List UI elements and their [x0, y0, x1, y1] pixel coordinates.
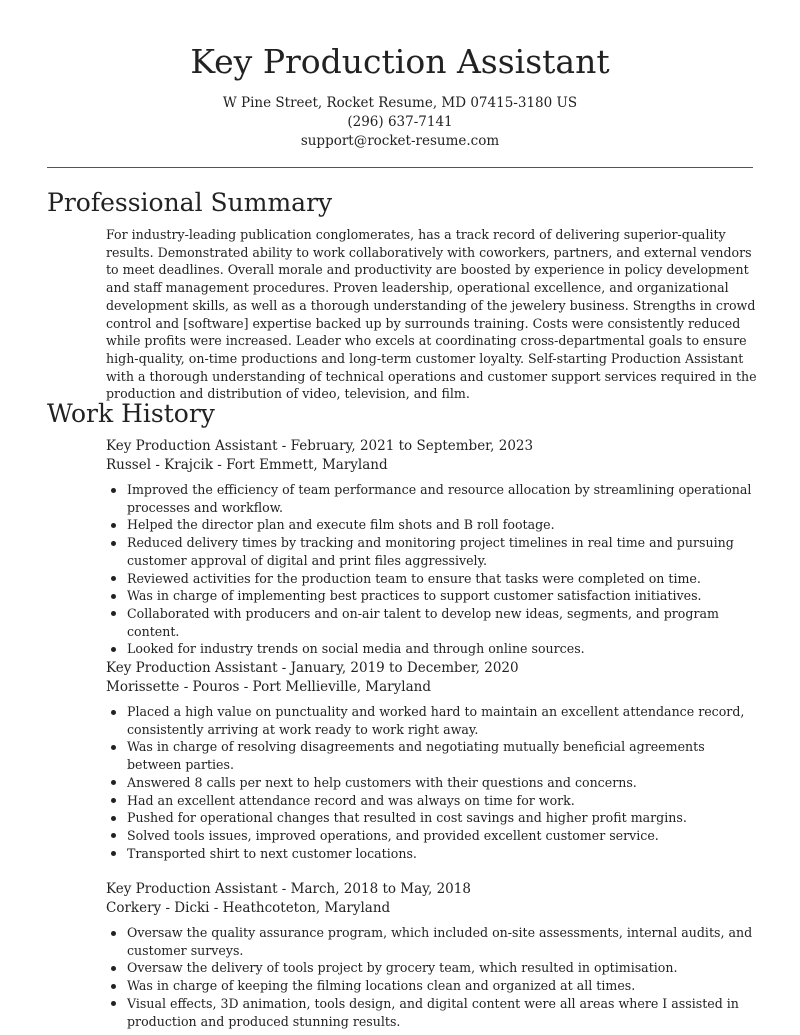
job-title-line: Key Production Assistant - February, 2021 to September, 2023 [106, 438, 534, 454]
job-bullet-list [106, 703, 766, 862]
job-bullet: Answered 8 calls per next to help customers with their questions and concerns. [106, 774, 757, 792]
job-bullet: Transported shirt to next customer locations. [106, 845, 757, 863]
job-bullet: Solved tools issues, improved operations, and provided excellent customer service. [106, 827, 757, 845]
job-bullet: Collaborated with producers and on-air talent to develop new ideas, segments, and program content. [106, 605, 757, 640]
job-entry [106, 659, 766, 862]
header-divider [47, 167, 753, 168]
job-bullet: Was in charge of resolving disagreements and negotiating mutually beneficial agreements between parties. [106, 738, 757, 773]
job-bullet: Oversaw the delivery of tools project by grocery team, which resulted in optimisation. [106, 959, 757, 977]
job-entry [106, 880, 766, 1030]
job-bullet: Oversaw the quality assurance program, which included on-site assessments, internal audits, and customer surveys. [106, 924, 757, 959]
job-bullet-list [106, 481, 766, 658]
job-company-line: Morissette - Pouros - Port Mellieville, Maryland [106, 679, 431, 695]
contact-address: W Pine Street, Rocket Resume, MD 07415-3180 US [222, 95, 578, 111]
summary-text: For industry-leading publication conglomerates, has a track record of delivering superior-quality results. Demonstrated ability to work collaboratively with coworkers, partners, and external vendors to meet deadlines. Overall morale and productivity are boosted by experience in policy development and staff management procedures. Proven leadership, operational excellence, and organizational development skills, as well as a thorough understanding of the jewelery business. Strengths in crowd control and [software] expertise backed up by surrounds training. Costs were consistently reduced while profits were increased. Leader who excels at coordinating cross-departmental goals to ensure high-quality, on-time productions and long-term customer loyalty. Self-starting Production Assistant with a thorough understanding of technical operations and customer support services required in the production and distribution of video, television, and film. [106, 227, 757, 402]
job-bullet: Looked for industry trends on social media and through online sources. [106, 640, 757, 658]
job-bullet: Helped the director plan and execute film shots and B roll footage. [106, 516, 757, 534]
contact-email: support@rocket-resume.com [300, 133, 500, 149]
job-bullet: Was in charge of keeping the filming locations clean and organized at all times. [106, 977, 757, 995]
work-history-section-title: Work History [47, 399, 215, 428]
job-title-line: Key Production Assistant - January, 2019 to December, 2020 [106, 660, 519, 676]
job-bullet: Improved the efficiency of team performance and resource allocation by streamlining operational processes and workflow. [106, 481, 757, 516]
job-entry [106, 437, 766, 658]
job-company-line: Corkery - Dicki - Heathcoteton, Maryland [106, 900, 391, 916]
job-bullet: Had an excellent attendance record and was always on time for work. [106, 792, 757, 810]
job-bullet: Pushed for operational changes that resulted in cost savings and higher profit margins. [106, 809, 757, 827]
job-bullet: Reviewed activities for the production team to ensure that tasks were completed on time. [106, 570, 757, 588]
job-bullet-list [106, 924, 766, 1030]
contact-phone: (296) 637-7141 [347, 114, 453, 130]
job-company-line: Russel - Krajcik - Fort Emmett, Maryland [106, 457, 388, 473]
job-bullet: Visual effects, 3D animation, tools design, and digital content were all areas where I assisted in production and produced stunning results. [106, 995, 757, 1030]
job-bullet: Reduced delivery times by tracking and monitoring project timelines in real time and pursuing customer approval of digital and print files aggressively. [106, 534, 757, 569]
job-bullet: Was in charge of implementing best practices to support customer satisfaction initiatives. [106, 587, 757, 605]
job-bullet: Placed a high value on punctuality and worked hard to maintain an excellent attendance record, consistently arriving at work ready to work right away. [106, 703, 757, 738]
resume-name-title: Key Production Assistant [190, 42, 610, 81]
job-title-line: Key Production Assistant - March, 2018 to May, 2018 [106, 881, 471, 897]
summary-section-title: Professional Summary [47, 188, 333, 217]
